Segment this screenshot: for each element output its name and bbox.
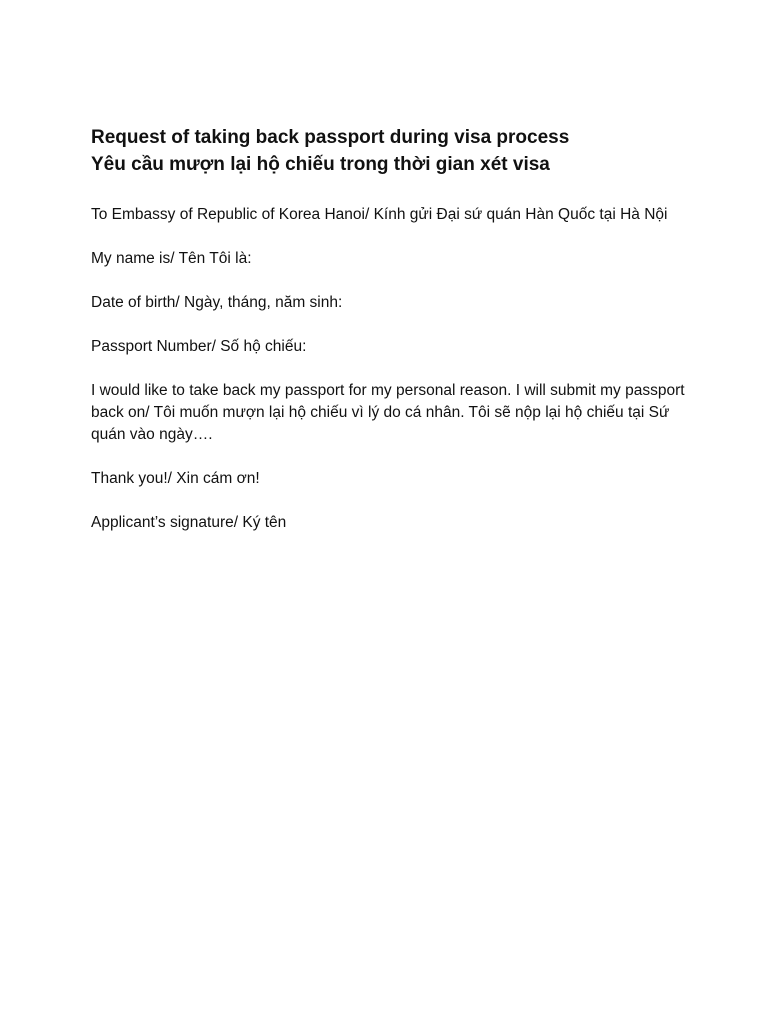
title-english: Request of taking back passport during visa process [91,127,570,148]
addressee-line: To Embassy of Republic of Korea Hanoi/ Kính gửi Đại sứ quán Hàn Quốc tại Hà Nội [91,206,668,223]
thanks-line: Thank you!/ Xin cám ơn! [91,470,260,487]
document-content [91,124,691,556]
passport-number-field-label: Passport Number/ Số hộ chiếu: [91,338,307,355]
document-title-block [91,124,691,178]
request-body-paragraph: I would like to take back my passport for my personal reason. I will submit my passport back on/ Tôi muốn mượn lại hộ chiếu vì lý do cá nhân. Tôi sẽ nộp lại hộ chiếu tại Sứ quán vào ngày…. [91,382,685,443]
document-title [91,124,691,178]
date-of-birth-field-label: Date of birth/ Ngày, tháng, năm sinh: [91,294,343,311]
title-vietnamese: Yêu cầu mượn lại hộ chiếu trong thời gian xét visa [91,154,550,175]
name-field-label: My name is/ Tên Tôi là: [91,250,252,267]
signature-label: Applicant’s signature/ Ký tên [91,514,287,531]
